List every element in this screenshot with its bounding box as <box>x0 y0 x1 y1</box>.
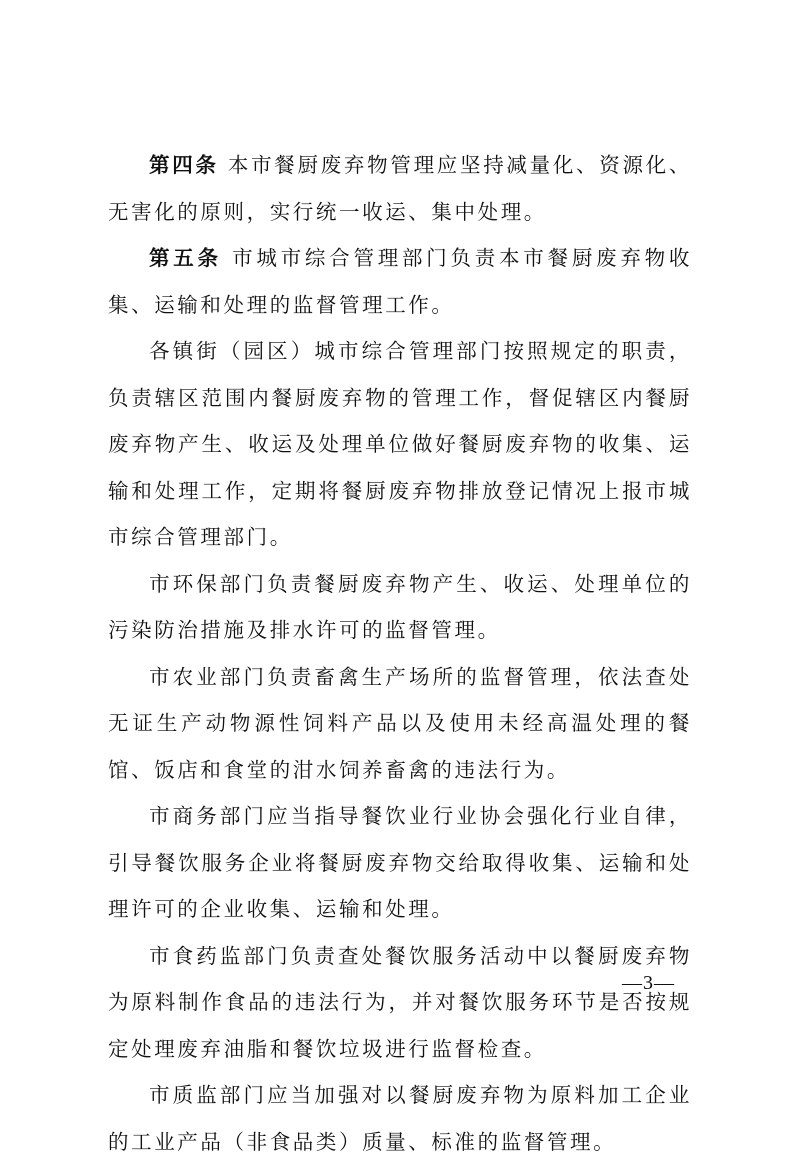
article-number: 第四条 <box>149 153 219 177</box>
paragraph-environmental <box>108 561 692 654</box>
document-body <box>108 142 692 1165</box>
paragraph-text: 各镇街（园区）城市综合管理部门按照规定的职责，负责辖区范围内餐厨废弃物的管理工作，督促辖区内餐厨废弃物产生、收运及处理单位做好餐厨废弃物的收集、运输和处理工作，定期将餐厨废弃物排放登记情况上报市城市综合管理部门。 <box>108 339 692 549</box>
article-number: 第五条 <box>149 246 222 270</box>
paragraph-town-management <box>108 328 692 561</box>
paragraph-text: 市商务部门应当指导餐饮业行业协会强化行业自律，引导餐饮服务企业将餐厨废弃物交给取得收集、运输和处理许可的企业收集、运输和处理。 <box>108 804 692 921</box>
paragraph-text: 市食药监部门负责查处餐饮服务活动中以餐厨废弃物为原料制作食品的违法行为，并对餐饮服务环节是否按规定处理废弃油脂和餐饮垃圾进行监督检查。 <box>108 943 692 1061</box>
paragraph-text: 市质监部门应当加强对以餐厨废弃物为原料加工企业的工业产品（非食品类）质量、标准的监督管理。 <box>108 1083 692 1154</box>
paragraph-text: 市农业部门负责畜禽生产场所的监督管理，依法查处无证生产动物源性饲料产品以及使用未经高温处理的餐馆、饭店和食堂的泔水饲养畜禽的违法行为。 <box>108 664 692 782</box>
paragraph-agriculture <box>108 654 692 794</box>
paragraph-text: 市城市综合管理部门负责本市餐厨废弃物收集、运输和处理的监督管理工作。 <box>108 246 692 317</box>
paragraph-commerce <box>108 793 692 933</box>
paragraph-text: 本市餐厨废弃物管理应坚持减量化、资源化、无害化的原则，实行统一收运、集中处理。 <box>108 153 692 224</box>
paragraph-food-drug <box>108 933 692 1073</box>
paragraph-text: 市环保部门负责餐厨废弃物产生、收运、处理单位的污染防治措施及排水许可的监督管理。 <box>108 571 692 642</box>
page-number: —3— <box>622 972 675 994</box>
paragraph-article-5 <box>108 235 692 328</box>
paragraph-quality <box>108 1072 692 1165</box>
paragraph-article-4 <box>108 142 692 235</box>
